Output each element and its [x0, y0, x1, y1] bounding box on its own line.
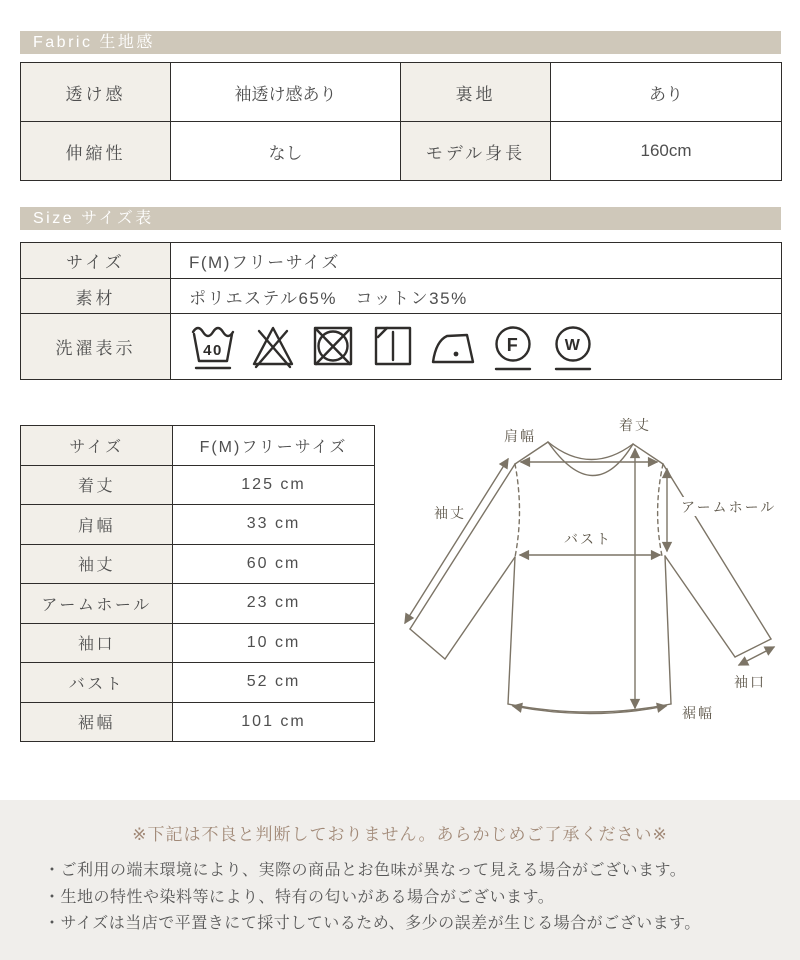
fabric-value-model-height: 160cm — [551, 122, 782, 181]
fabric-label-lining: 裏地 — [401, 63, 551, 122]
bust-label: バスト — [564, 531, 612, 547]
measure-header-value: F(M)フリーサイズ — [173, 426, 375, 466]
left-sleeve-top — [410, 464, 515, 629]
sleeve-label: 袖丈 — [434, 505, 466, 521]
table-row — [21, 663, 375, 703]
info-value-size: F(M)フリーサイズ — [171, 243, 782, 279]
measure-label-cuff: 袖口 — [21, 623, 173, 663]
cuff-label: 袖口 — [734, 674, 766, 690]
table-row — [21, 279, 782, 314]
measure-value-bust: 52 cm — [173, 663, 375, 703]
right-sleeve-bottom — [665, 556, 735, 657]
table-row — [21, 426, 375, 466]
right-armhole-curve — [658, 464, 663, 556]
measure-value-cuff: 10 cm — [173, 623, 375, 663]
measure-header-label: サイズ — [21, 426, 173, 466]
table-row — [21, 314, 782, 380]
body-right-seam — [665, 556, 671, 704]
info-label-material: 素材 — [21, 279, 171, 314]
care-symbols-cell — [171, 314, 782, 380]
right-shoulder-seam — [633, 444, 663, 464]
list-item: ・生地の特性や染料等により、特有の匂いがある場合がございます。 — [44, 888, 555, 906]
notice-section — [0, 800, 800, 960]
info-label-size: サイズ — [21, 243, 171, 279]
info-label-care: 洗濯表示 — [21, 314, 171, 380]
wash-40-mild-icon — [189, 321, 237, 373]
fabric-section-header: Fabric 生地感 — [20, 31, 781, 54]
notice-heading: ※下記は不良と判断しておりません。あらかじめご了承ください※ — [132, 825, 668, 844]
fabric-value-stretch: なし — [171, 122, 401, 181]
table-row — [21, 584, 375, 624]
back-neckline — [548, 442, 633, 460]
fabric-value-sheerness: 袖透け感あり — [171, 63, 401, 122]
armhole-label: アームホール — [681, 499, 777, 515]
sleeve-length-arrow — [405, 459, 508, 623]
measure-label-sleeve: 袖丈 — [21, 544, 173, 584]
table-row — [21, 243, 782, 279]
notice-list — [0, 858, 800, 938]
table-row — [21, 623, 375, 663]
measure-label-armhole: アームホール — [21, 584, 173, 624]
fabric-label-model-height: モデル身長 — [401, 122, 551, 181]
measure-label-bust: バスト — [21, 663, 173, 703]
measure-label-length: 着丈 — [21, 465, 173, 505]
left-sleeve-cuff — [410, 629, 445, 659]
left-sleeve-bottom — [445, 557, 515, 659]
hemline — [508, 704, 671, 712]
right-sleeve-top — [663, 464, 771, 639]
fabric-label-stretch: 伸縮性 — [21, 122, 171, 181]
shoulder-label: 肩幅 — [504, 428, 536, 444]
table-row — [21, 544, 375, 584]
measure-label-hem: 裾幅 — [21, 702, 173, 742]
svg-text:40: 40 — [203, 341, 223, 359]
measure-value-hem: 101 cm — [173, 702, 375, 742]
dry-clean-petroleum-mild-icon — [489, 321, 537, 373]
measure-label-shoulder: 肩幅 — [21, 505, 173, 545]
measure-value-sleeve: 60 cm — [173, 544, 375, 584]
body-left-seam — [508, 557, 515, 704]
right-sleeve-cuff — [735, 639, 771, 657]
iron-low-heat-icon — [429, 321, 477, 373]
length-label: 着丈 — [619, 417, 651, 433]
front-neckline — [548, 442, 633, 476]
table-row — [21, 63, 782, 122]
line-dry-in-shade-icon — [369, 321, 417, 373]
table-row — [21, 122, 782, 181]
fabric-table — [20, 62, 782, 181]
table-row — [21, 702, 375, 742]
svg-text:W: W — [564, 336, 582, 354]
size-section-header: Size サイズ表 — [20, 207, 781, 230]
measurement-table — [20, 425, 375, 742]
garment-measurement-diagram — [398, 414, 790, 764]
measure-value-length: 125 cm — [173, 465, 375, 505]
cuff-arrow — [739, 647, 774, 665]
do-not-tumble-dry-icon — [309, 321, 357, 373]
size-info-table — [20, 242, 782, 380]
table-row — [21, 465, 375, 505]
fabric-value-lining: あり — [551, 63, 782, 122]
measure-value-armhole: 23 cm — [173, 584, 375, 624]
fabric-label-sheerness: 透け感 — [21, 63, 171, 122]
table-row — [21, 505, 375, 545]
svg-text:F: F — [506, 334, 520, 355]
list-item: ・サイズは当店で平置きにて採寸しているため、多少の誤差が生じる場合がございます。 — [44, 915, 701, 932]
list-item: ・ご利用の端末環境により、実際の商品とお色味が異なって見える場合がございます。 — [44, 862, 687, 879]
care-symbols — [189, 321, 781, 373]
info-value-material: ポリエステル65% コットン35% — [171, 279, 782, 314]
left-armhole-curve — [515, 464, 520, 557]
left-shoulder-seam — [515, 442, 548, 464]
measure-value-shoulder: 33 cm — [173, 505, 375, 545]
hem-label: 裾幅 — [682, 705, 714, 721]
do-not-bleach-icon — [249, 321, 297, 373]
wet-clean-mild-icon — [549, 321, 597, 373]
